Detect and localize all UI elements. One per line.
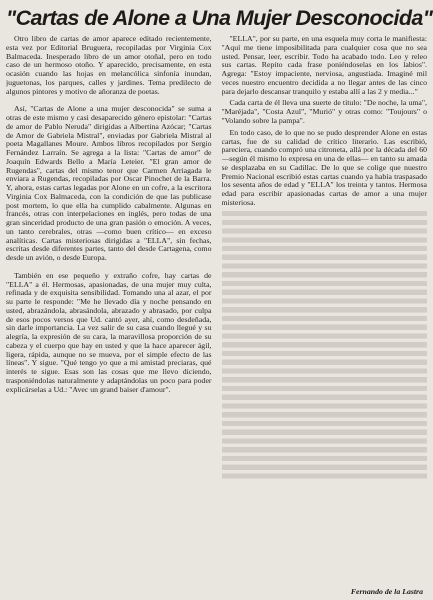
paragraph: "ELLA", por su parte, en una esquela muy corta le manifiesta: "Aquí me tiene imposibilitada para cualquier cosa que no sea usted. Pensar, leer, escribir. Todo ha acabado todo. Leo y releo sus cartas. Repito cada frase poniéndoselas en los labios". Agrega: "Estoy impaciente, nerviosa, angustiada. Imaginé mil veces nuestro encuentro decidida a no llegar antes de las cinco para dejarlo descansar tranquilo y estaba allí a las 2 y media..." <box>221 35 427 96</box>
column-right <box>222 35 428 597</box>
paragraph: Otro libro de cartas de amor aparece editado recientemente, esta vez por Editorial Bruguera, recopiladas por Virginia Cox Balmaceda. Inesperado libro de un amor otoñal, pero en todo caso de un hermoso otoño. Y aparecido, precisamente, en esta ocasión cuando las hojas en melancólica sinfonía inundan, juguetonas, los parques, calles y jardines. Tema predilecto de algunos pintores y motivo de añoranza de poetas. <box>6 35 212 96</box>
article-columns <box>6 35 427 597</box>
paragraph: También en ese pequeño y extraño cofre, hay cartas de "ELLA" a él. Hermosas, apasionadas, de una mujer muy culta, refinada y de exquisita sensibilidad. Tomando una al azar, el por su parte le responde: "Me he llevado día y noche pensando en usted, abrazándola, abrasándola, abrazado y abrasado, por culpa de esos pocos versos que Ud. cantó ayer, ahí, como desdeñada, sin darle importancia. La vez salir de su casa cuando llegué y su alegría, la expresión de su cara, la maravillosa proporción de su cabeza y el cuerpo que hay en usted y que la hace aparecer ágil, ligera, rápida, aunque no se mueva, por el simple efecto de las líneas". Y sigue. "Qué tengo yo que a mi amistad preciaras, qué interés te sigue. Esas son las cosas que me llevo diciendo, trasponiéndolas naturalmente y adaptándolas un poco para poder explicárselas a Ud.: "Avec un grand baiser d'amour". <box>6 270 212 394</box>
untranscribed-text-block <box>222 211 428 479</box>
article-headline: "Cartas de Alone a Una Mujer Desconocida" <box>6 6 433 30</box>
article-byline: Fernando de la Lastra <box>350 587 423 596</box>
paragraph: En todo caso, de lo que no se pudo desprender Alone en estas cartas, fue de su calidad de crítico literario. Las escribió, pareciera, cuando compró una citroneta, allá por la década del 60 —según él mismo lo expresa en una de ellas— en tanto su amada se desplazaba en su Cadillac. De lo que se colige que nuestro Premio Nacional escribió estas cartas cuando ya había traspasado los sesenta años de edad y "ELLA" los treinta y tantos. Hermosa edad para escribir apasionadas cartas de amor a una mujer misteriosa. <box>221 127 427 207</box>
column-left <box>6 35 212 597</box>
paragraph: Cada carta de él lleva una suerte de título: "De noche, la uma", "Maréjada", "Costa Azul", "Murió" y otras como: "Toujours" o "Volando sobre la pampa". <box>221 98 427 125</box>
paragraph: Así, "Cartas de Alone a una mujer desconocida" se suma a otras de este mismo y casi desaparecido género epistolar: "Cartas de amor de Pablo Neruda" dirigidas a Albertina Azócar; "Cartas de Amor de Gabriela Mistral", enviadas por Gabriela Mistral al poeta Magallanes Moure. Ambos libros recopilados por Sergio Fernández Larraín. Se agrega a la lista: "Cartas de amor" de Joaquín Edwards Bello a María Leteier. "El gran amor de Rugendas", cartas del mismo tenor que Carmen Arriagada le enviara a Rugendas, recopiladas por Oscar Pinochet de la Barra. Y, ahora, estas cartas legadas por Alone en un cofre, a la escritora Virginia Cox Balmaceda, con la condición de que las publicase post mortem, lo que ella ha cumplido cabalmente. Algunas en francés, otras con interpelaciones en inglés, pero todas de una gran sinceridad producto de una gran pasión o emoción. A veces, un tanto cerebrales, otras —como buen crítico— en exceso analíticas. Cartas misteriosas dirigidas a "ELLA", sin fechas, escritas desde diferentes partes, tanto del desde Cartagena, como desde un avión, o desde Europa. <box>6 104 212 262</box>
